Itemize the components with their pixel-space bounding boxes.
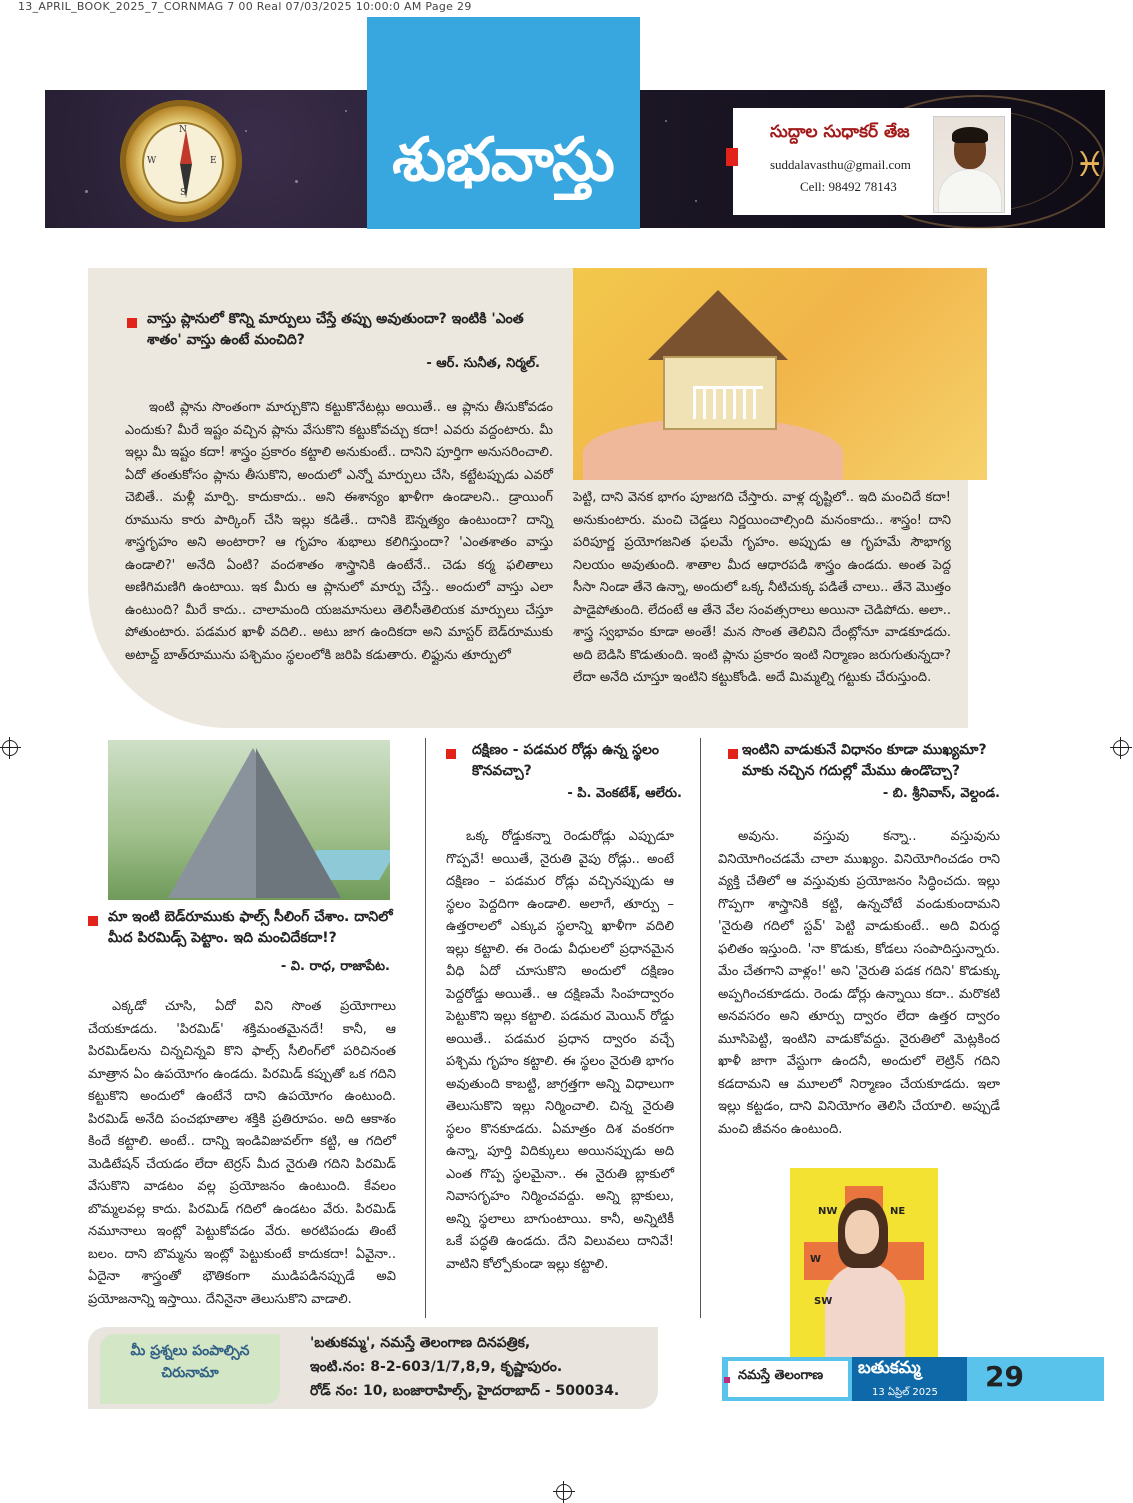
q2-answer: ఎక్కడో చూసి, ఏదో విని సొంత ప్రయోగాలు చేయకూడదు. 'పిరమిడ్' శక్తిమంతమైనదే! కానీ, ఆ పిరమిడ్‌లను చిన్నచిన్నవి కొని ఫాల్స్ సీలింగ్‌లో పరిచినంత మాత్రాన ఏం ఉపయోగం ఉండదు. పిరమిడ్ కప్పుతో ఒక గదిని కట్టుకొని అందులో ఉంటేనే దాని ఉపయోగం ఉంటుంది. పిరమిడ్ అనేది పంచభూతాల శక్తికి ప్రతిరూపం. అది ఆకాశం కిందే కట్టాలి. అంటే.. దాన్ని ఇండివిజువల్‌గా కట్టి, ఆ గదిలో మెడిటేషన్ చేయడం లేదా టెర్రస్ మీద నైరుతి గదిని పిరమిడ్ వేసుకొని వాడటం వల్ల ప్రయోజనం ఉంటుంది. కేవలం బొమ్మలవల్ల కాదు. పిరమిడ్ గదిలో ఉండటం వేరు. పిరమిడ్ నమూనాలు ఇంట్లో పెట్టుకోవడం వేరు. అరటిపండు తింటే బలం. దాని బొమ్మను ఇంట్లో పెట్టుకుంటే కాదుకదా! ఏవైనా.. ఏదైనా శాస్త్రంతో భౌతికంగా ముడిపడినప్పుడే అవి ప్రయోజనాన్ని ఇస్తాయి. దేనినైనా తెలుసుకొని వాడాలి. [88, 999, 396, 1307]
q3-answer: ఒక్క రోడ్డుకన్నా రెండురోడ్లు ఎప్పుడూ గొప్పవే! అయితే, నైరుతి వైపు రోడ్లు.. అంటే దక్షిణం – పడమర రోడ్లు వచ్చినప్పుడు ఆ స్థలం పెద్దదిగా ఉండాలి. అలాగే, తూర్పు – ఉత్తరాలలో ఎక్కువ స్థలాన్ని ఖాళీగా వదిలి ఇల్లు కట్టాలి. ఈ రెండు వీధులలో ప్రధానమైన వీధి ఏదో చూసుకొని అందులో దక్షిణం పెద్దరోడ్డు అయితే.. ఆ దక్షిణమే సింహద్వారం పెట్టుకొని ఇల్లు కట్టాలి. పడమర మెయిన్ రోడ్డు అయితే.. పడమర ప్రధాన ద్వారం వచ్చే పశ్చిమ గృహం కట్టాలి. ఈ స్థలం నైరుతి భాగం అవుతుంది కాబట్టి, జాగ్రత్తగా అన్ని విధాలుగా తెలుసుకొని ఇల్లు నిర్మించాలి. చిన్న నైరుతి స్థలం కొనకూడదు. ఏమాత్రం దిశ వంకరగా ఉన్నా, పూర్తి విదిక్కులు అయినప్పుడు అది ఎంత గొప్ప స్థలమైనా.. ఈ నైరుతి బ్లాకులో నివాసగృహం నిర్మించవద్దు. అన్ని బ్లాకులు, అన్ని స్థలాలు బాగుంటాయి. కానీ, అన్నిటికీ ఒకే పద్ధతి ఉండదు. దేని విలువలు దానివే! వాటిని కోల్పోకుండా ఇల్లు కట్టాలి. [446, 829, 674, 1272]
q3-asker: - పి. వెంకటేశ్, ఆలేరు. [567, 786, 682, 801]
compass-icon: N S E W [120, 100, 242, 222]
author-name: సుద్దాల సుధాకర్ తేజ [770, 122, 910, 142]
pisces-icon: ♓ [1074, 145, 1105, 185]
q4-bullet-icon [728, 749, 738, 759]
q3-question: దక్షిణం - పడమర రోడ్లు ఉన్న స్థలం కొనవచ్చా? [472, 742, 660, 779]
pyramid-house-image [108, 740, 390, 900]
author-marker [726, 148, 738, 166]
author-photo [933, 116, 1005, 213]
address-line-1: 'బతుకమ్మ', నమస్తే తెలంగాణ దినపత్రిక, [310, 1335, 531, 1351]
q2-question: మా ఇంటి బెడ్‌రూముకు ఫాల్స్ సీలింగ్ చేశాం. దానిలో మీద పిరమిడ్స్ పెట్టాం. ఇది మంచిదేకదా!? [108, 909, 393, 946]
q2-bullet-icon [88, 916, 98, 926]
print-slug: 13_APRIL_BOOK_2025_7_CORNMAG 7 00 Real 07/03/2025 10:00:0 AM Page 29 [18, 0, 472, 13]
q2-asker: - వి. రాధ, రాజాపేట. [280, 959, 390, 974]
q1-asker: - ఆర్. సునీత, నిర్మల్. [426, 356, 540, 371]
house-in-hand-image [573, 268, 987, 480]
footer-bullet-icon [724, 1377, 730, 1383]
page-title: శుభవాస్తు [392, 125, 615, 195]
address-label: మీ ప్రశ్నలు పంపాల్సిన చిరునామా [130, 1343, 250, 1382]
q3-bullet-icon [446, 749, 456, 759]
q4-asker: - బి. శ్రీనివాస్, వెల్దండ. [882, 786, 1000, 801]
registration-mark-left [2, 740, 18, 756]
q1-answer-right: పెట్టి, దాని వెనక భాగం పూజగది చేస్తారు. వాళ్ల దృష్టిలో.. ఇది మంచిదే కదా! అనుకుంటారు. మంచి చెడ్డలు నిర్ణయించాల్సింది మనంకాదు.. శాస్త్రం! దాని పరిపూర్ణ ప్రయోగజనిత ఫలమే గృహం. అప్పుడు ఆ గృహమే సౌభాగ్య నిలయం అవుతుంది. శాతాల మీద ఆధారపడి శాస్త్రం ఉండదు. అంత పెద్ద సీసా నిండా తేనె ఉన్నా, అందులో ఒక్క నీటిచుక్క పడితే చాలు.. తేనె మొత్తం పాడైపోతుంది. లేదంటే ఆ తేనె వేల సంవత్సరాలు అయినా చెడిపోదు. అలా.. శాస్త్ర స్వభావం కూడా అంతే! మన సొంత తెలివిని దేంట్లోనూ వాడకూడదు. అది బెడిసి కొడుతుంది. ఇంటి ప్లాను ప్రకారం ఇంటి నిర్మాణం జరుగుతున్నదా? లేదా అనేది చూస్తూ ఇంటిని కట్టుకోండి. అదే మిమ్మల్ని గట్టుకు చేరుస్తుంది. [573, 490, 951, 685]
footer-date: 13 ఏప్రిల్ 2025 [872, 1387, 938, 1398]
registration-mark-right [1113, 740, 1129, 756]
column-divider-1 [425, 738, 426, 1318]
registration-mark-bottom [556, 1484, 572, 1500]
footer-brand: నమస్తే తెలంగాణ [738, 1368, 824, 1383]
address-line-2: ఇంటి.నం: 8-2-603/1/7,8,9, కృష్ణాపురం. [310, 1359, 563, 1375]
author-phone: Cell: 98492 78143 [800, 179, 897, 194]
footer-magazine-name: బతుకమ్మ [858, 1358, 921, 1378]
column-divider-2 [700, 738, 701, 1318]
title-box [367, 17, 640, 229]
q4-answer: అవును. వస్తువు కన్నా.. వస్తువును వినియోగించడమే చాలా ముఖ్యం. వినియోగించడం రాని వ్యక్తి చేతిలో ఆ వస్తువుకు ప్రయోజనం సిద్ధించదు. ఇల్లు గొప్పగా శాస్త్రానికి కట్టి, ఉన్నచోటే వండుకుందామని 'నైరుతి గదిలో స్టవ్' పెట్టి వాడుకుంటే.. అది విరుద్ధ ఫలితం ఇస్తుంది. 'నా కొడుకు, కోడలు సంపాదిస్తున్నారు. మేం చేతగాని వాళ్లం!' అని 'నైరుతి పడక గదిని' కొడుక్కు అప్పగించకూడదు. రెండు డోర్లు ఉన్నాయి కదా.. మరొకటి అనవసరం అని తూర్పు ద్వారం లేదా ఉత్తర ద్వారం మూసిపెట్టి, ఇంటిని వాడుకోవద్దు. నైరుతిలో మెట్లకింద ఖాళీ జాగా వేస్టుగా ఉందనీ, అందులో లెట్రిన్ గదిని కడదామని ఆ మూలలో నిర్మాణం చేయకూడదు. ఇలా ఇల్లు కట్టడం, దాని వినియోగం తెలిసి చేయాలి. అప్పుడే మంచి జీవనం ఉంటుంది. [718, 829, 1000, 1137]
page-number: 29 [985, 1360, 1024, 1393]
q1-answer-left: ఇంటి ప్లాను సొంతంగా మార్చుకొని కట్టుకొనేటట్లు అయితే.. ఆ ప్లాను తీసుకోవడం ఎందుకు? మీరే ఇష్టం వచ్చిన ప్లాను వేసుకొని కట్టుకోవచ్చు కదా! ఎవరు వద్దంటారు. మీ ఇల్లు మీ ఇష్టం కదా! శాస్త్రం ప్రకారం కట్టాలి అనుకుంటే.. దానిని పూర్తిగా అనుసరించాలి. ఏదో తంతుకోసం ప్లాను తీసుకొని, అందులో ఎన్నో మార్పులు చేసి, కట్టేటప్పుడు ఎవరో చెబితే.. మళ్లీ మార్పి. కాదుకాదు.. అని ఈశాన్యం ఖాళీగా ఉండాలని.. డ్రాయింగ్ రూమును కారు పార్కింగ్ చేసి ఇల్లు కడితే.. దానికి ఔన్నత్యం ఉంటుందా? దాన్ని శాస్త్రగృహం అని అంటారా? ఆ గృహం శుభాలు కలిగిస్తుందా? 'ఎంతశాతం వాస్తు ఉండాలి?' అనేది ఏంటి? వందశాతం శాస్త్రానికి ఉంటేనే.. చెడు కర్మ ఫలితాలు అణిగిమణిగి ఉంటాయి. ఇక మీరు ఆ ప్లానులో మార్పు చేస్తే.. అందులో వాస్తు ఎలా ఉంటుంది? మీరే కాదు.. చాలామంది యజమానులు తెలిసీతెలియక మార్పులు చేస్తూ పోతుంటారు. పడమర ఖాళీ వదిలి.. అటు జాగ ఉందికదా అని మాస్టర్ బెడ్‌రూముకు అటాచ్డ్ బాత్‌రూమును పశ్చిమం స్థలంలోకి జరిపి కడుతారు. లిఫ్టును తూర్పులో [125, 400, 553, 663]
q1-question: వాస్తు ప్లానులో కొన్ని మార్పులు చేస్తే తప్పు అవుతుందా? ఇంటికి 'ఎంత శాతం' వాస్తు ఉంటే మంచిది? [147, 311, 524, 348]
q4-question: ఇంటిని వాడుకునే విధానం కూడా ముఖ్యమా? మాకు నచ్చిన గదుల్లో మేము ఉండొచ్చా? [742, 742, 987, 779]
address-line-3: రోడ్ నం: 10, బంజారాహిల్స్, హైదరాబాద్ - 500034. [310, 1383, 620, 1399]
author-email[interactable]: suddalavasthu@gmail.com [770, 157, 911, 172]
q1-bullet-icon [127, 318, 137, 328]
vastu-direction-image: NW NE W SW [790, 1168, 938, 1358]
